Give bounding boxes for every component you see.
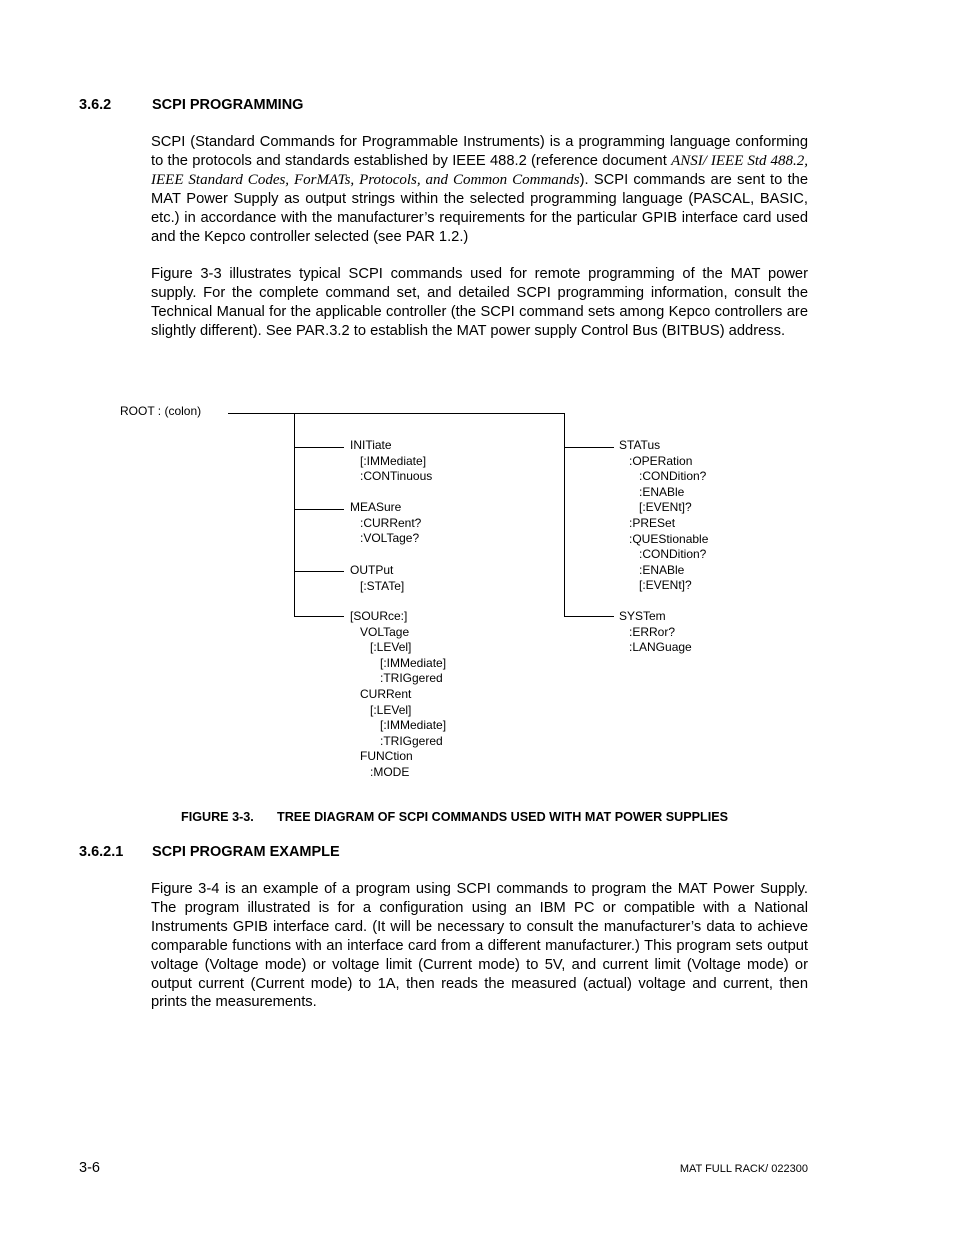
figure-caption xyxy=(181,810,728,824)
node-status: STATus :OPERation :CONDition? :ENABle [:EVENt]? :PRESet :QUEStionable :CONDition? :ENABle [:EVENt]? xyxy=(619,438,709,593)
page-number: 3-6 xyxy=(79,1160,100,1176)
root-connector-line xyxy=(228,413,565,414)
section-number: 3.6.2 xyxy=(79,97,112,113)
paragraph-program-example: Figure 3-4 is an example of a program using SCPI commands to program the MAT Power Supply. The program illustrated is for a configuration using an IBM PC or compatible with a National Instruments GPIB interface card. (It will be necessary to consult the manufacturer’s data to achieve comparable functions with an interface card from a different manufacturer.) This program sets output voltage (Voltage mode) or voltage limit (Current mode) to 5V, and current limit (Voltage mode) or output current (Current mode) to 1A, then reads the measured (actual) voltage and current, then prints the measurements. xyxy=(151,881,808,1011)
figure-label: FIGURE 3-3. xyxy=(181,810,254,824)
left-trunk-line xyxy=(294,413,295,617)
paragraph-figure-reference: Figure 3-3 illustrates typical SCPI commands used for remote programming of the MAT power supply. For the complete command set, and detailed SCPI programming information, consult the Technical Manual for the applicable controller (the SCPI command sets among Kepco controllers are slightly different). See PAR.3.2 to establish the MAT power supply Control Bus (BITBUS) address. xyxy=(151,266,808,339)
branch-line-initiate xyxy=(294,447,344,448)
section-number: 3.6.2.1 xyxy=(79,844,124,860)
right-trunk-line xyxy=(564,413,565,617)
branch-line-output xyxy=(294,571,344,572)
document-id: MAT FULL RACK/ 022300 xyxy=(679,1163,808,1175)
figure-title: TREE DIAGRAM OF SCPI COMMANDS USED WITH MAT POWER SUPPLIES xyxy=(277,810,729,824)
branch-line-source xyxy=(294,616,344,617)
node-measure: MEASure :CURRent? :VOLTage? xyxy=(350,500,422,546)
paragraph-text: SCPI (Standard Commands for Programmable Instruments) is a programming language conforming to the protocols and standards established by IEEE 488.2 (reference document xyxy=(151,134,808,169)
node-initiate: INITiate [:IMMediate] :CONTinuous xyxy=(350,438,433,484)
branch-line-status xyxy=(564,447,614,448)
branch-line-system xyxy=(564,616,614,617)
paragraph-text: ). SCPI commands are sent to the MAT Power Supply as output strings within the selected programming language (PASCAL, BASIC, etc.) in accordance with the manufacturer’s requirements for the particular GPIB interface card used and the Kepco controller selected (see PAR 1.2.) xyxy=(151,171,808,245)
paragraph-scpi-intro xyxy=(151,133,808,246)
node-output: OUTPut [:STATe] xyxy=(350,563,405,593)
branch-line-measure xyxy=(294,509,344,510)
section-title: SCPI PROGRAMMING xyxy=(152,97,304,113)
node-source: [SOURce:] VOLTage [:LEVel] [:IMMediate] :TRIGgered CURRent [:LEVel] [:IMMediate] :TRIGgered FUNCtion :MODE xyxy=(350,609,447,779)
diagram-root-label: ROOT : (colon) xyxy=(120,404,202,418)
section-title: SCPI PROGRAM EXAMPLE xyxy=(152,844,340,860)
reference-document-title: ANSI/ IEEE Std 488.2, IEEE Standard Codes, ForMATs, Protocols, and Common Commands xyxy=(151,152,808,188)
node-system: SYSTem :ERRor? :LANGuage xyxy=(619,609,692,655)
